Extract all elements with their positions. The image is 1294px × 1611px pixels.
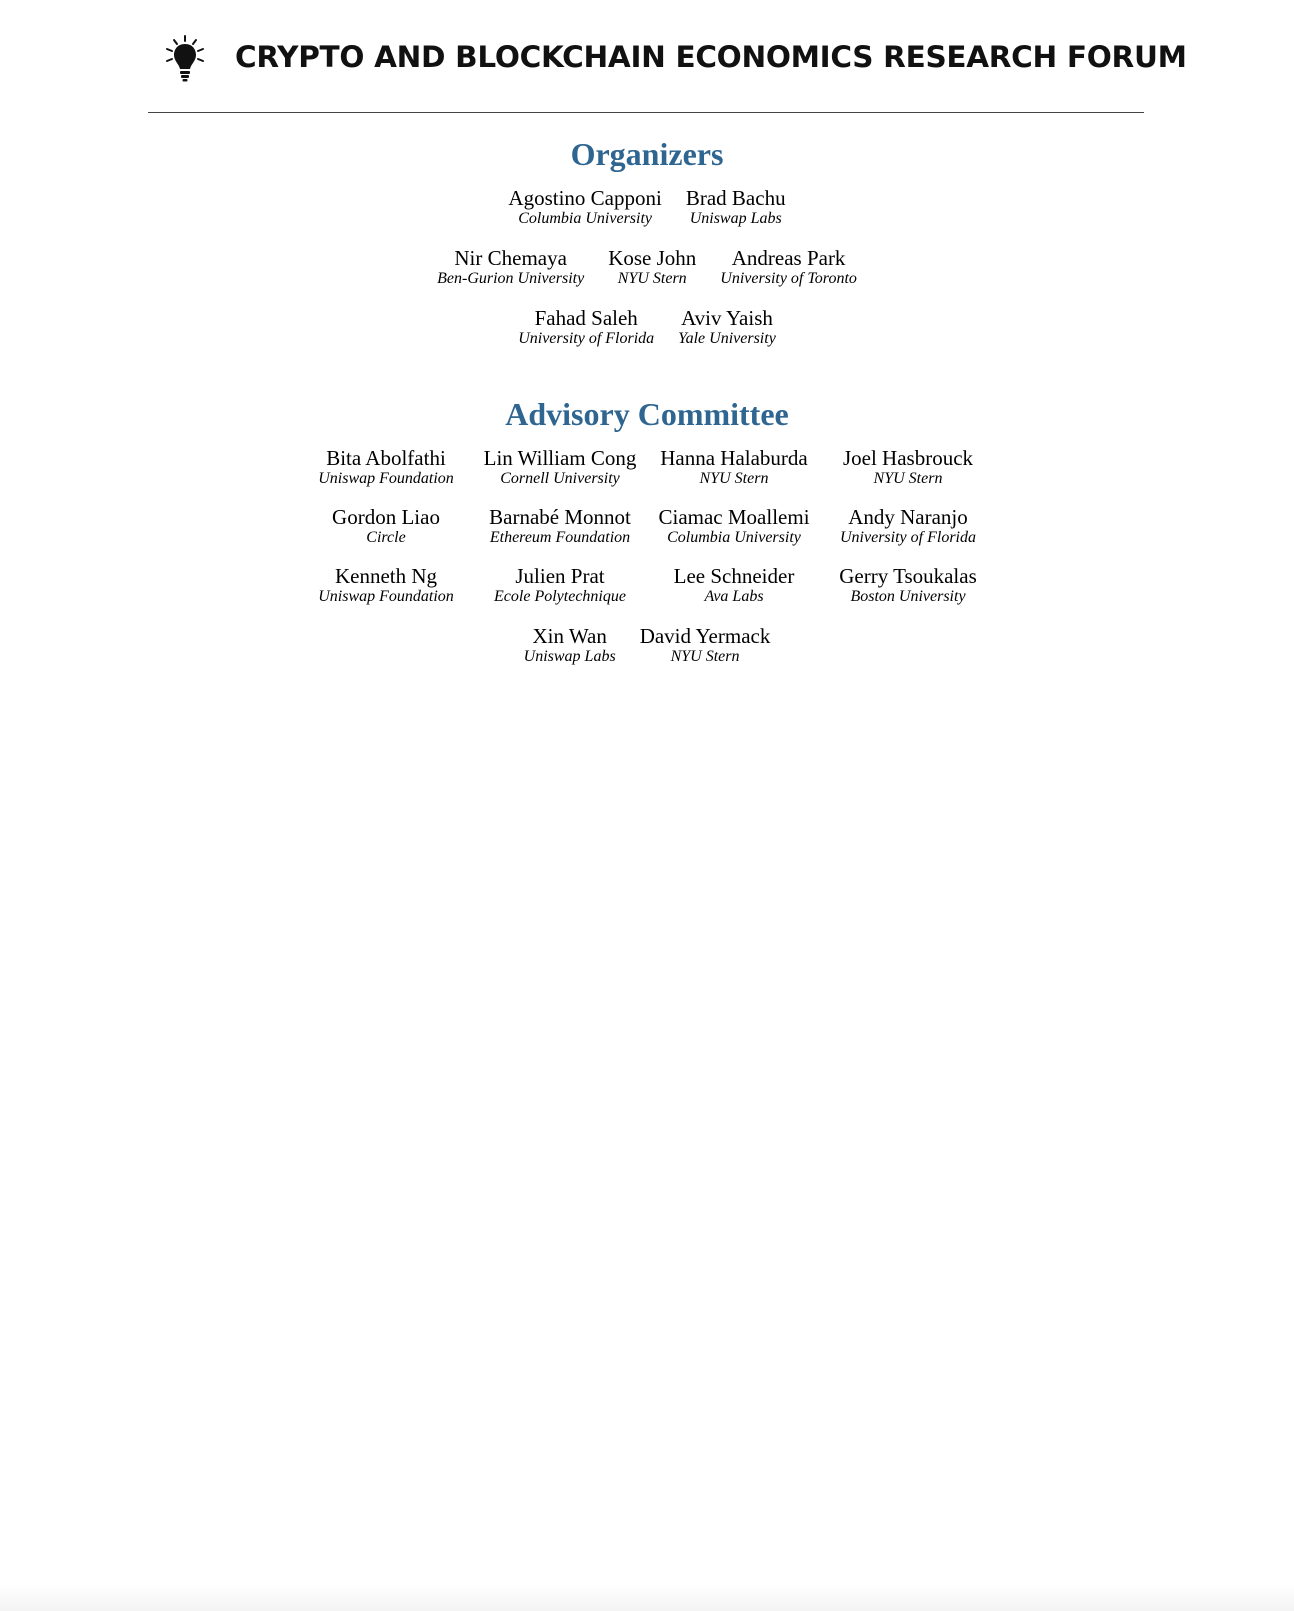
advisory-row-2 <box>0 506 1294 547</box>
advisor-card <box>647 565 821 606</box>
advisor-card <box>647 506 821 547</box>
advisor-card <box>473 565 647 606</box>
advisory-heading: Advisory Committee <box>505 396 789 432</box>
person-affiliation: Columbia University <box>518 210 653 227</box>
page-bottom-edge <box>0 1583 1294 1611</box>
person-affiliation: Ecole Polytechnique <box>494 588 626 605</box>
person-name: Agostino Capponi <box>508 186 662 210</box>
person-affiliation: NYU Stern <box>617 270 687 287</box>
organizer-card <box>496 187 673 228</box>
person-affiliation: Uniswap Labs <box>523 648 616 665</box>
site-header <box>148 0 1187 112</box>
site-title: CRYPTO AND BLOCKCHAIN ECONOMICS RESEARCH FORUM <box>235 40 1187 74</box>
person-name: Julien Prat <box>515 564 605 588</box>
organizer-card <box>425 247 596 288</box>
person-affiliation: Circle <box>366 529 406 546</box>
person-affiliation: Columbia University <box>667 529 801 546</box>
person-affiliation: Uniswap Labs <box>689 210 782 227</box>
advisory-row-3 <box>0 565 1294 606</box>
person-name: Fahad Saleh <box>534 306 638 330</box>
person-name: Kose John <box>608 246 697 270</box>
person-affiliation: Ava Labs <box>704 588 764 605</box>
person-name: Gerry Tsoukalas <box>839 564 977 588</box>
person-affiliation: NYU Stern <box>873 470 943 487</box>
person-name: Ciamac Moallemi <box>658 505 810 529</box>
person-affiliation: University of Florida <box>518 330 655 347</box>
person-name: Kenneth Ng <box>334 564 438 588</box>
organizer-card <box>666 307 788 348</box>
organizer-card <box>674 187 798 228</box>
person-name: David Yermack <box>639 624 771 648</box>
person-affiliation: NYU Stern <box>670 648 740 665</box>
person-name: Brad Bachu <box>685 186 786 210</box>
person-affiliation: Ethereum Foundation <box>489 529 631 546</box>
person-affiliation: University of Toronto <box>720 270 857 287</box>
organizer-card <box>708 247 869 288</box>
person-name: Lin William Cong <box>483 446 637 470</box>
person-affiliation: NYU Stern <box>699 470 769 487</box>
person-name: Barnabé Monnot <box>489 505 631 529</box>
person-affiliation: University of Florida <box>840 529 976 546</box>
advisory-row-1 <box>0 447 1294 488</box>
person-name: Xin Wan <box>532 624 607 648</box>
advisor-card <box>473 506 647 547</box>
advisor-card <box>628 625 783 666</box>
person-name: Andreas Park <box>731 246 846 270</box>
organizers-row-3 <box>0 307 1294 348</box>
advisor-card <box>299 447 473 488</box>
person-name: Gordon Liao <box>332 505 440 529</box>
organizer-card <box>596 247 708 288</box>
advisor-card <box>821 565 995 606</box>
organizers-heading: Organizers <box>570 136 724 172</box>
organizer-card <box>506 307 666 348</box>
lightbulb-icon <box>164 34 206 82</box>
person-name: Joel Hasbrouck <box>842 446 974 470</box>
person-name: Andy Naranjo <box>848 505 968 529</box>
person-affiliation: Cornell University <box>500 470 620 487</box>
person-name: Hanna Halaburda <box>660 446 808 470</box>
person-affiliation: Uniswap Foundation <box>318 588 454 605</box>
advisor-card <box>299 506 473 547</box>
advisor-card <box>299 565 473 606</box>
person-name: Aviv Yaish <box>681 306 773 330</box>
person-affiliation: Uniswap Foundation <box>318 470 454 487</box>
advisor-card <box>647 447 821 488</box>
advisor-card <box>512 625 628 666</box>
advisor-card <box>473 447 647 488</box>
person-affiliation: Yale University <box>678 330 776 347</box>
header-divider <box>148 112 1144 113</box>
advisor-card <box>821 447 995 488</box>
organizers-row-2 <box>0 247 1294 288</box>
advisory-row-4 <box>0 625 1294 666</box>
person-name: Bita Abolfathi <box>326 446 446 470</box>
person-affiliation: Ben-Gurion University <box>437 270 585 287</box>
person-name: Lee Schneider <box>673 564 795 588</box>
advisor-card <box>821 506 995 547</box>
person-name: Nir Chemaya <box>454 246 567 270</box>
person-affiliation: Boston University <box>850 588 966 605</box>
organizers-row-1 <box>0 187 1294 228</box>
